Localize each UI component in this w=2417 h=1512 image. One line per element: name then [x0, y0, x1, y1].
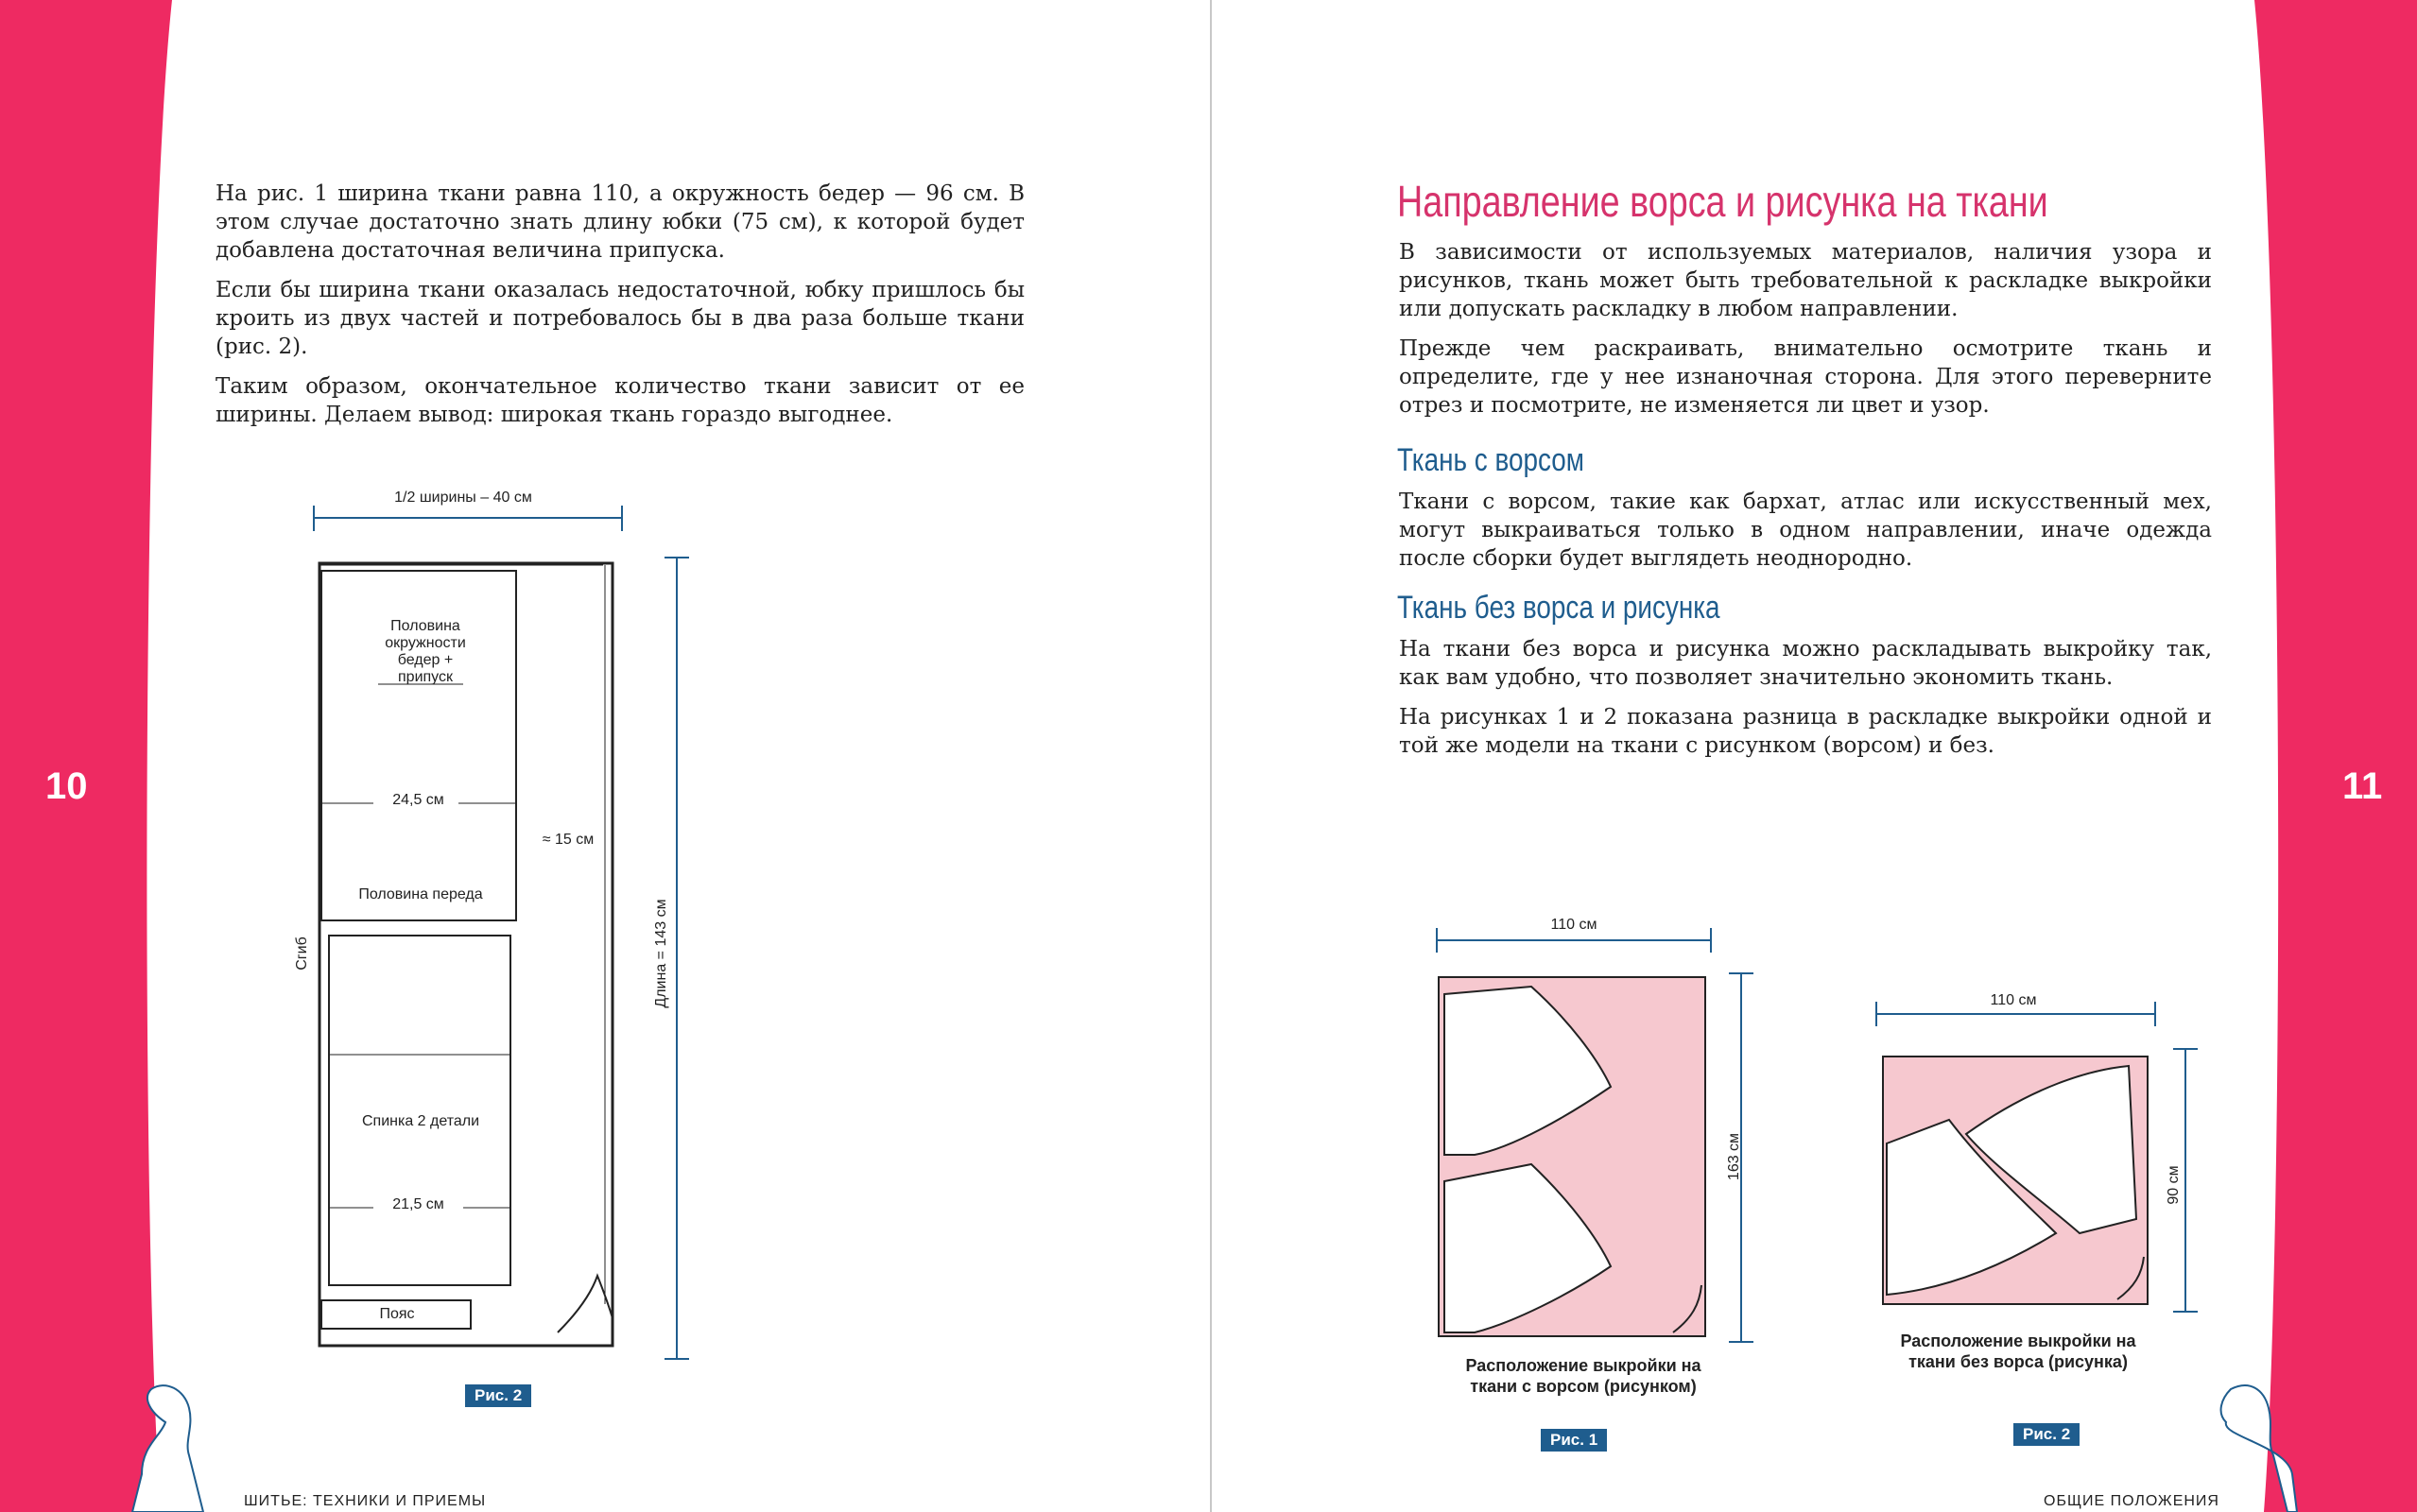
left-figure-badge: Рис. 2 [465, 1384, 531, 1407]
left-paragraph-3: Таким образом, окончательное количество ткани зависит от ее ширины. Делаем вывод: широкая ткань гораздо выгоднее. [216, 374, 1025, 427]
figure-2-height-label: 90 см [2166, 1165, 2182, 1205]
section-2-paragraph-2: На рисунках 1 и 2 показана разница в раскладке выкройки одной и той же модели на ткани с рисунком (ворсом) и без. [1399, 705, 2212, 758]
figure-1-height-label: 163 см [1726, 1132, 1742, 1181]
belt-label: Пояс [379, 1306, 415, 1322]
left-paragraph-2: Если бы ширина ткани оказалась недостаточной, юбку пришлось бы кроить из двух частей и потребовалось бы в два раза больше ткани (рис. 2). [216, 278, 1025, 359]
back-measure-label: 21,5 см [392, 1196, 444, 1212]
right-page-heading: Направление ворса и рисунка на ткани [1397, 177, 2048, 226]
figure-1-layout [1437, 928, 1753, 1342]
fold-axis-label: Сгиб [294, 936, 310, 971]
left-page-number: 10 [45, 765, 88, 807]
figure-2-badge: Рис. 2 [2013, 1423, 2080, 1446]
left-paragraph-1: На рис. 1 ширина ткани равна 110, а окружность бедер — 96 см. В этом случае достаточно знать длину юбки (75 см), к которой будет добавлена достаточная величина припуска. [216, 181, 1025, 263]
figure-1-badge: Рис. 1 [1541, 1429, 1607, 1452]
section-2-paragraph-1: На ткани без ворса и рисунка можно раскладывать выкройку так, как вам удобно, что позволяет значительно экономить ткань. [1399, 637, 2212, 690]
left-footer: ШИТЬЕ: ТЕХНИКИ И ПРИЕМЫ [244, 1493, 487, 1509]
front-piece-top-label: Половина окружности бедер + припуск [385, 618, 466, 685]
figure-2-caption: Расположение выкройки на ткани без ворса (рисунка) [1900, 1332, 2136, 1371]
front-measure-label: 24,5 см [392, 792, 444, 808]
figure-2-layout [1876, 1002, 2198, 1312]
section-1-title: Ткань с ворсом [1397, 442, 1584, 478]
right-intro-paragraph-1: В зависимости от используемых материалов, наличия узора и рисунков, ткань может быть требовательной к раскладке выкройки или допускать раскладку в любом направлении. [1399, 240, 2212, 321]
back-piece-label: Спинка 2 детали [361, 1113, 480, 1129]
figure-1-width-label: 110 см [1550, 917, 1597, 933]
front-piece-label: Половина переда [358, 886, 483, 902]
right-footer: ОБЩИЕ ПОЛОЖЕНИЯ [2044, 1493, 2219, 1509]
top-dimension-label: 1/2 ширины – 40 см [394, 490, 532, 506]
right-intro-paragraph-2: Прежде чем раскраивать, внимательно осмотрите ткань и определите, где у нее изнаночная сторона. Для этого переверните отрез и посмотрите, не изменяется ли цвет и узор. [1399, 336, 2212, 418]
figure-1-caption: Расположение выкройки на ткани с ворсом (рисунком) [1465, 1356, 1701, 1396]
section-2-title: Ткань без ворса и рисунка [1397, 590, 1720, 626]
length-axis-label: Длина = 143 см [653, 899, 669, 1008]
figure-2-width-label: 110 см [1990, 992, 2037, 1008]
side-measure-label: ≈ 15 см [542, 832, 595, 848]
section-1-paragraph: Ткани с ворсом, такие как бархат, атлас или искусственный мех, могут выкраиваться только в одном направлении, иначе одежда после сборки будет выглядеть неоднородно. [1399, 490, 2212, 571]
right-page-number: 11 [2342, 765, 2383, 807]
